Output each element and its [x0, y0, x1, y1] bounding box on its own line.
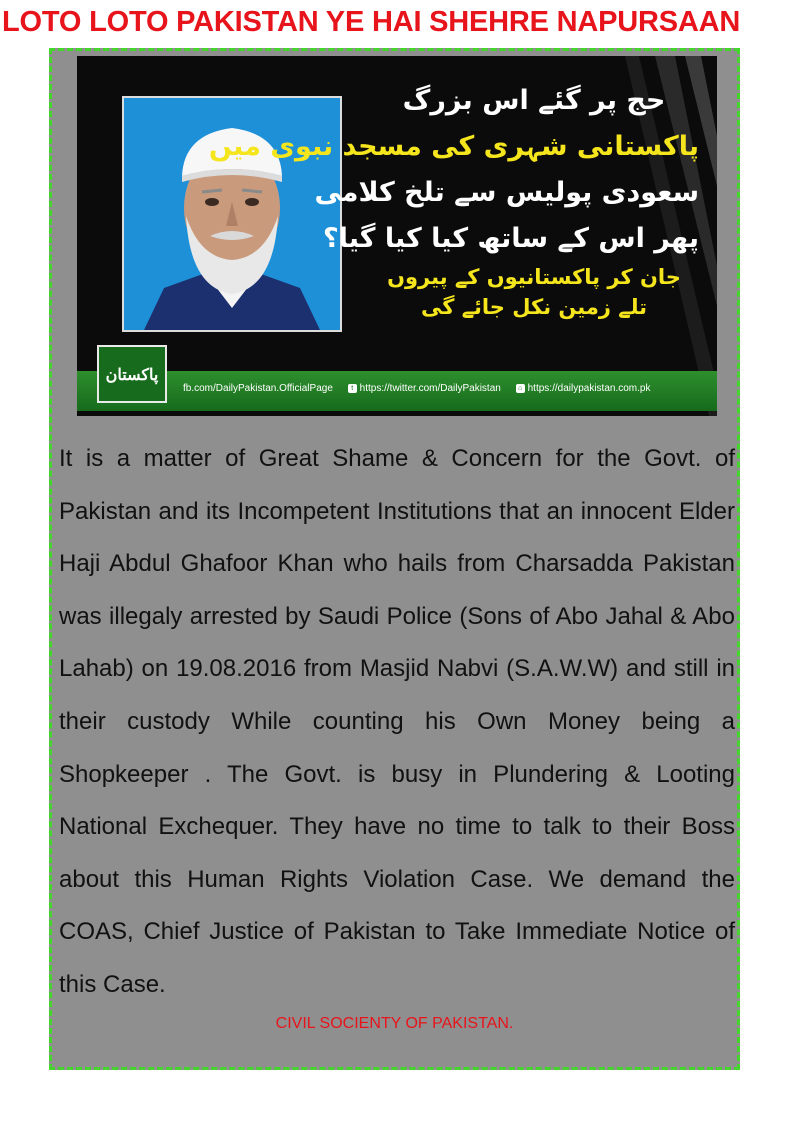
source-strip: [77, 364, 717, 411]
website-link-text: https://dailypakistan.com.pk: [527, 383, 651, 394]
twitter-icon: t: [348, 384, 357, 393]
facebook-link-text: fb.com/DailyPakistan.OfficialPage: [183, 383, 333, 394]
content-panel: [49, 48, 740, 1070]
logo-text: پاکستان: [105, 364, 159, 384]
urdu-line-6: تلے زمین نکل جائے گی: [420, 295, 648, 319]
facebook-link: [183, 383, 333, 394]
signature: CIVIL SOCIENTY OF PAKISTAN.: [275, 1015, 514, 1032]
urdu-line-3: سعودی پولیس سے تلخ کلامی: [314, 177, 699, 208]
urdu-line-4: پھر اس کے ساتھ کیا کیا گیا؟: [322, 223, 699, 254]
statement-body: It is a matter of Great Shame & Concern for the Govt. of Pakistan and its Incompetent Institutions that an innocent Elder Haji Abdul Ghafoor Khan who hails from Charsadda Pakistan was illegaly arrested by Saudi Police (Sons of Abo Jahal & Abo Lahab) on 19.08.2016 from Masjid Nabvi (S.A.W.W) and still in their custody While counting his Own Money being a Shopkeeper . The Govt. is busy in Plundering & Looting National Exchequer. They have no time to talk to their Boss about this Human Rights Violation Case. We demand the COAS, Chief Justice of Pakistan to Take Immediate Notice of this Case.: [59, 445, 735, 998]
home-icon: ⌂: [516, 384, 525, 393]
source-links: [183, 383, 662, 394]
website-link: [516, 383, 651, 394]
urdu-line-5: جان کر پاکستانیوں کے پیروں: [387, 265, 681, 289]
urdu-caption: [208, 78, 699, 322]
news-image: [77, 56, 717, 416]
page-headline: LOTO LOTO PAKISTAN YE HAI SHEHRE NAPURSAAN: [2, 6, 741, 38]
twitter-link: [348, 383, 501, 394]
urdu-line-2: پاکستانی شہری کی مسجد نبوی میں: [208, 131, 699, 162]
twitter-link-text: https://twitter.com/DailyPakistan: [359, 383, 501, 394]
daily-pakistan-logo: [97, 345, 167, 403]
urdu-line-1: حج پر گئے اس بزرگ: [402, 85, 666, 116]
